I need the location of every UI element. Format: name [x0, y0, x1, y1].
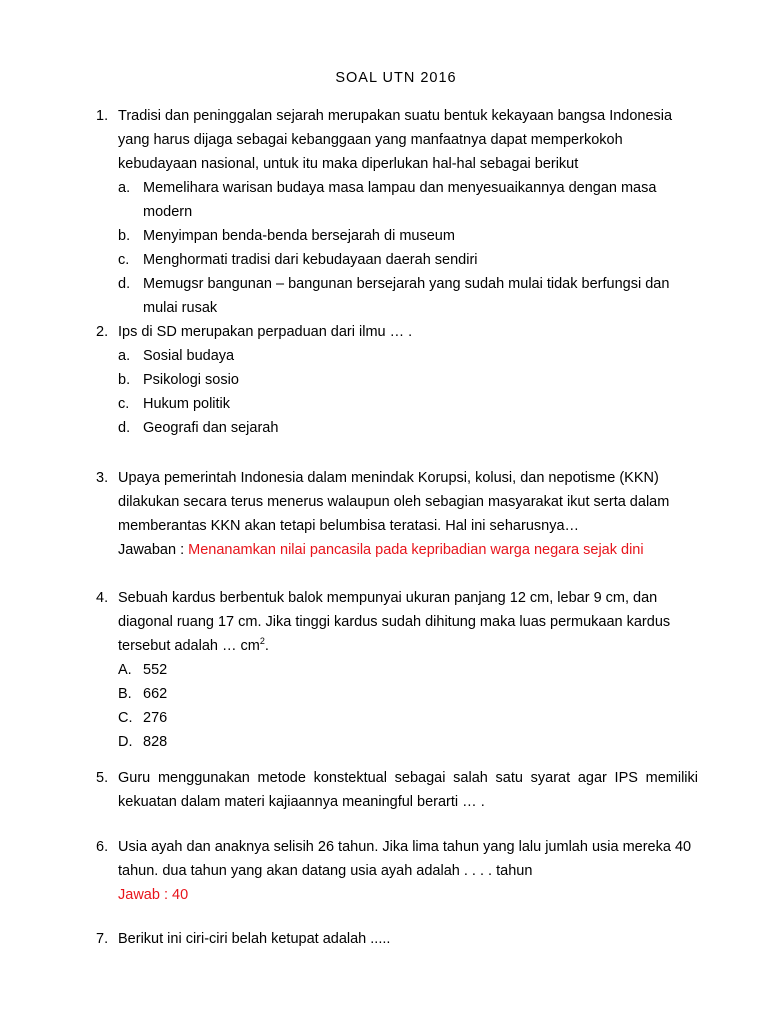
option-letter: c. — [118, 252, 130, 268]
question-text: Tradisi dan peninggalan sejarah merupakan suatu bentuk kekayaan bangsa Indonesia yang harus dijaga sebagai kebanggaan yang manfaatnya dapat memperkokoh kebudayaan nasional, untuk itu maka diperlukan hal-hal sebagai berikut — [118, 108, 673, 172]
question-6 — [96, 835, 698, 907]
option-a — [96, 176, 698, 224]
option-text: Psikologi sosio — [143, 372, 239, 388]
question-number: 6. — [96, 839, 109, 855]
answer-text: Menanamkan nilai pancasila pada kepribadian warga negara sejak dini — [188, 542, 644, 558]
answer-text: Jawab : 40 — [118, 887, 189, 903]
answer-label: Jawaban : — [118, 542, 185, 558]
option-text: Menghormati tradisi dari kebudayaan daerah sendiri — [143, 252, 478, 268]
option-d — [96, 272, 698, 320]
question-text: Berikut ini ciri-ciri belah ketupat adalah ..... — [118, 931, 391, 947]
option-letter: b. — [118, 228, 131, 244]
option-d — [96, 416, 698, 440]
answer-line — [118, 538, 698, 562]
option-b — [96, 368, 698, 392]
option-a — [96, 344, 698, 368]
question-2 — [96, 320, 698, 440]
option-text: 828 — [143, 734, 168, 750]
option-letter: b. — [118, 372, 131, 388]
question-3 — [96, 466, 698, 562]
option-letter: C. — [118, 710, 133, 726]
option-letter: D. — [118, 734, 133, 750]
option-text: Hukum politik — [143, 396, 231, 412]
option-b — [96, 224, 698, 248]
option-letter: A. — [118, 662, 132, 678]
document-title: SOAL UTN 2016 — [335, 70, 457, 86]
question-number: 7. — [96, 931, 109, 947]
question-text — [118, 586, 698, 658]
question-text: Usia ayah dan anaknya selisih 26 tahun. Jika lima tahun yang lalu jumlah usia mereka 40 tahun. dua tahun yang akan datang usia ayah adalah . . . . tahun — [118, 839, 692, 879]
question-number: 1. — [96, 108, 109, 124]
option-a — [96, 658, 698, 682]
option-text: 552 — [143, 662, 168, 678]
option-letter: c. — [118, 396, 130, 412]
option-list — [96, 176, 698, 320]
option-list — [96, 344, 698, 440]
option-letter: a. — [118, 348, 131, 364]
question-text: Guru menggunakan metode konstektual sebagai salah satu syarat agar IPS memiliki kekuatan dalam materi kajiaannya meaningful berarti … . — [118, 770, 698, 810]
question-text-end: . — [264, 638, 269, 654]
option-text: Memelihara warisan budaya masa lampau dan menyesuaikannya dengan masa modern — [143, 180, 657, 220]
question-1 — [96, 104, 698, 320]
question-7 — [96, 927, 698, 951]
option-letter: d. — [118, 420, 131, 436]
question-5 — [96, 766, 698, 814]
option-text: 276 — [143, 710, 168, 726]
question-number: 4. — [96, 590, 109, 606]
question-number: 3. — [96, 470, 109, 486]
option-letter: d. — [118, 276, 131, 292]
question-4 — [96, 586, 698, 754]
option-text: Geografi dan sejarah — [143, 420, 279, 436]
option-list — [96, 658, 698, 754]
option-b — [96, 682, 698, 706]
option-c — [96, 248, 698, 272]
question-number: 2. — [96, 324, 109, 340]
question-text: Ips di SD merupakan perpaduan dari ilmu … . — [118, 324, 413, 340]
option-text: Memugsr bangunan – bangunan bersejarah yang sudah mulai tidak berfungsi dan mulai rusak — [143, 276, 670, 316]
option-text: 662 — [143, 686, 168, 702]
option-text: Sosial budaya — [143, 348, 235, 364]
question-text: Upaya pemerintah Indonesia dalam menindak Korupsi, kolusi, dan nepotisme (KKN) dilakukan secara terus menerus walaupun oleh sebagian masyarakat ikut serta dalam memberantas KKN akan tetapi belumbisa teratasi. Hal ini seharusnya… — [118, 470, 670, 534]
question-number: 5. — [96, 770, 109, 786]
superscript: 2 — [259, 636, 265, 647]
option-d — [96, 730, 698, 754]
option-letter: B. — [118, 686, 132, 702]
option-text: Menyimpan benda-benda bersejarah di museum — [143, 228, 455, 244]
option-c — [96, 706, 698, 730]
option-c — [96, 392, 698, 416]
question-text-main: Sebuah kardus berbentuk balok mempunyai ukuran panjang 12 cm, lebar 9 cm, dan diagonal ruang 17 cm. Jika tinggi kardus sudah dihitung maka luas permukaan kardus tersebut adalah … cm — [118, 590, 671, 654]
option-letter: a. — [118, 180, 131, 196]
